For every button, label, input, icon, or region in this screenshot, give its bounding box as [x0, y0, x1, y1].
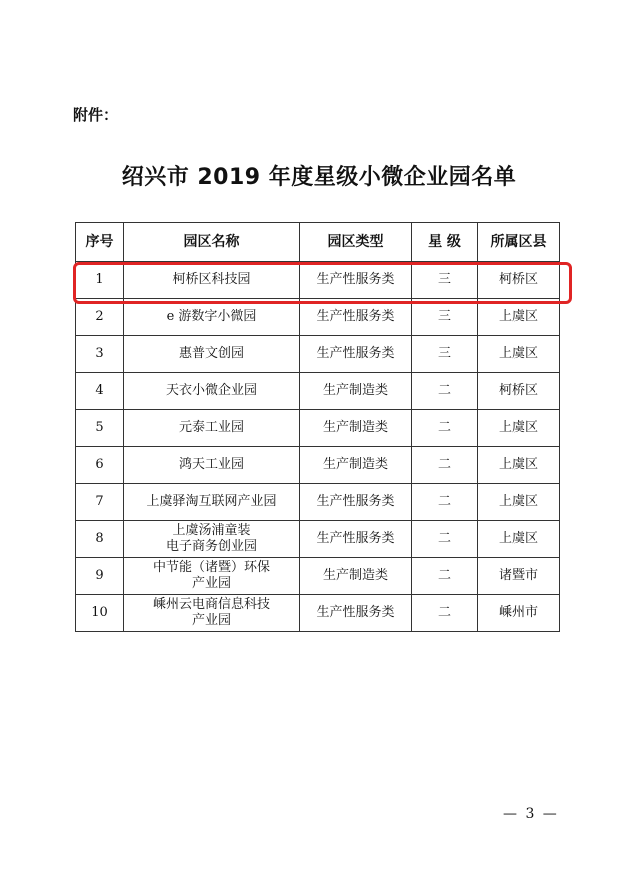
- cell-index: 1: [76, 262, 124, 299]
- table-row: [76, 299, 560, 336]
- cell-star-level: 二: [412, 373, 478, 410]
- cell-star-level: 二: [412, 558, 478, 595]
- cell-park-name: 天衣小微企业园: [124, 373, 300, 410]
- table-row: [76, 447, 560, 484]
- cell-park-name: 惠普文创园: [124, 336, 300, 373]
- cell-park-name: 嵊州云电商信息科技 产业园: [124, 595, 300, 632]
- cell-index: 7: [76, 484, 124, 521]
- header-park-name: 园区名称: [124, 223, 300, 262]
- cell-park-type: 生产性服务类: [300, 484, 412, 521]
- cell-park-name: 柯桥区科技园: [124, 262, 300, 299]
- cell-park-type: 生产制造类: [300, 373, 412, 410]
- cell-park-name: 鸿天工业园: [124, 447, 300, 484]
- cell-index: 10: [76, 595, 124, 632]
- table-row: [76, 558, 560, 595]
- cell-district: 上虞区: [478, 447, 560, 484]
- cell-star-level: 三: [412, 262, 478, 299]
- table-header-row: [76, 223, 560, 262]
- cell-park-type: 生产性服务类: [300, 299, 412, 336]
- cell-park-name: 中节能（诸暨）环保 产业园: [124, 558, 300, 595]
- document-title: 绍兴市 2019 年度星级小微企业园名单: [121, 165, 517, 190]
- table-row: [76, 595, 560, 632]
- cell-index: 3: [76, 336, 124, 373]
- cell-star-level: 二: [412, 447, 478, 484]
- cell-district: 嵊州市: [478, 595, 560, 632]
- cell-star-level: 二: [412, 521, 478, 558]
- cell-district: 柯桥区: [478, 373, 560, 410]
- cell-park-type: 生产制造类: [300, 447, 412, 484]
- cell-district: 柯桥区: [478, 262, 560, 299]
- cell-star-level: 三: [412, 299, 478, 336]
- table-row: [76, 373, 560, 410]
- cell-park-name: 上虞驿淘互联网产业园: [124, 484, 300, 521]
- cell-star-level: 二: [412, 595, 478, 632]
- cell-index: 9: [76, 558, 124, 595]
- cell-index: 5: [76, 410, 124, 447]
- cell-index: 6: [76, 447, 124, 484]
- table-row: [76, 521, 560, 558]
- cell-index: 8: [76, 521, 124, 558]
- cell-district: 上虞区: [478, 484, 560, 521]
- park-list-table: [75, 222, 560, 632]
- cell-index: 2: [76, 299, 124, 336]
- header-index: 序号: [76, 223, 124, 262]
- cell-district: 上虞区: [478, 336, 560, 373]
- cell-park-name: 元泰工业园: [124, 410, 300, 447]
- header-park-type: 园区类型: [300, 223, 412, 262]
- table-row: [76, 484, 560, 521]
- attachment-label: 附件：: [73, 106, 119, 124]
- cell-park-type: 生产性服务类: [300, 595, 412, 632]
- table-row: [76, 410, 560, 447]
- cell-park-name: e 游数字小微园: [124, 299, 300, 336]
- cell-park-type: 生产制造类: [300, 558, 412, 595]
- cell-star-level: 二: [412, 410, 478, 447]
- cell-park-name: 上虞汤浦童装 电子商务创业园: [124, 521, 300, 558]
- cell-index: 4: [76, 373, 124, 410]
- cell-district: 上虞区: [478, 521, 560, 558]
- cell-district: 上虞区: [478, 299, 560, 336]
- cell-park-type: 生产性服务类: [300, 521, 412, 558]
- header-star-level: 星 级: [412, 223, 478, 262]
- cell-district: 上虞区: [478, 410, 560, 447]
- table-row: [76, 336, 560, 373]
- header-district: 所属区县: [478, 223, 560, 262]
- cell-park-type: 生产制造类: [300, 410, 412, 447]
- cell-park-type: 生产性服务类: [300, 336, 412, 373]
- cell-park-type: 生产性服务类: [300, 262, 412, 299]
- cell-district: 诸暨市: [478, 558, 560, 595]
- cell-star-level: 三: [412, 336, 478, 373]
- cell-star-level: 二: [412, 484, 478, 521]
- table-row: [76, 262, 560, 299]
- page-number: — 3 —: [503, 806, 559, 822]
